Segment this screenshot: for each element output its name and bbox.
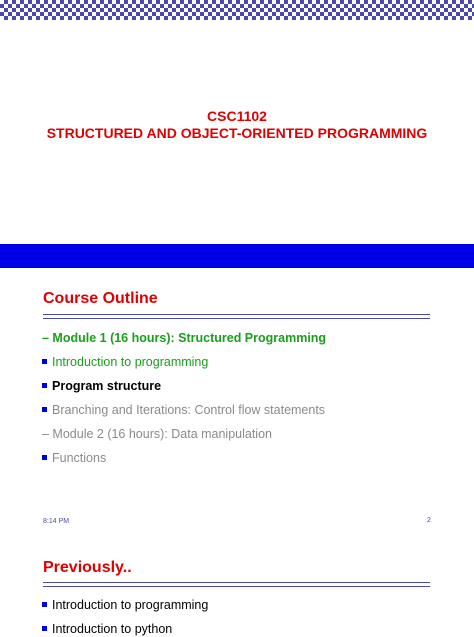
page-number: 2 (427, 517, 431, 524)
outline-item-module-2: – Module 2 (16 hours): Data manipulation (42, 427, 272, 441)
outline-item-functions: Functions (42, 450, 106, 466)
slide-heading-course-outline: Course Outline (43, 290, 158, 307)
slide-divider-bar (0, 244, 474, 268)
outline-item-module-1: – Module 1 (16 hours): Structured Programming (42, 331, 327, 345)
bullet-square-icon (42, 455, 47, 460)
course-title: STRUCTURED AND OBJECT-ORIENTED PROGRAMMING (46, 125, 428, 141)
slide-heading-previously: Previously.. (43, 559, 132, 576)
outline-item-program-structure: Program structure (42, 378, 161, 394)
checker-pattern-strip (0, 0, 474, 20)
bullet-square-icon (42, 383, 47, 388)
previously-item-intro-python: Introduction to python (42, 621, 172, 637)
previously-item-intro-programming: Introduction to programming (42, 597, 208, 613)
outline-item-branching: Branching and Iterations: Control flow statements (42, 402, 325, 418)
bullet-square-icon (42, 359, 47, 364)
bullet-square-icon (42, 407, 47, 412)
heading-rule (43, 314, 430, 319)
bullet-square-icon (42, 626, 47, 631)
bullet-square-icon (42, 602, 47, 607)
heading-rule (43, 582, 430, 587)
course-code: CSC1102 (207, 108, 267, 124)
footer-time: 8:14 PM (43, 518, 70, 525)
outline-item-intro-programming: Introduction to programming (42, 354, 208, 370)
